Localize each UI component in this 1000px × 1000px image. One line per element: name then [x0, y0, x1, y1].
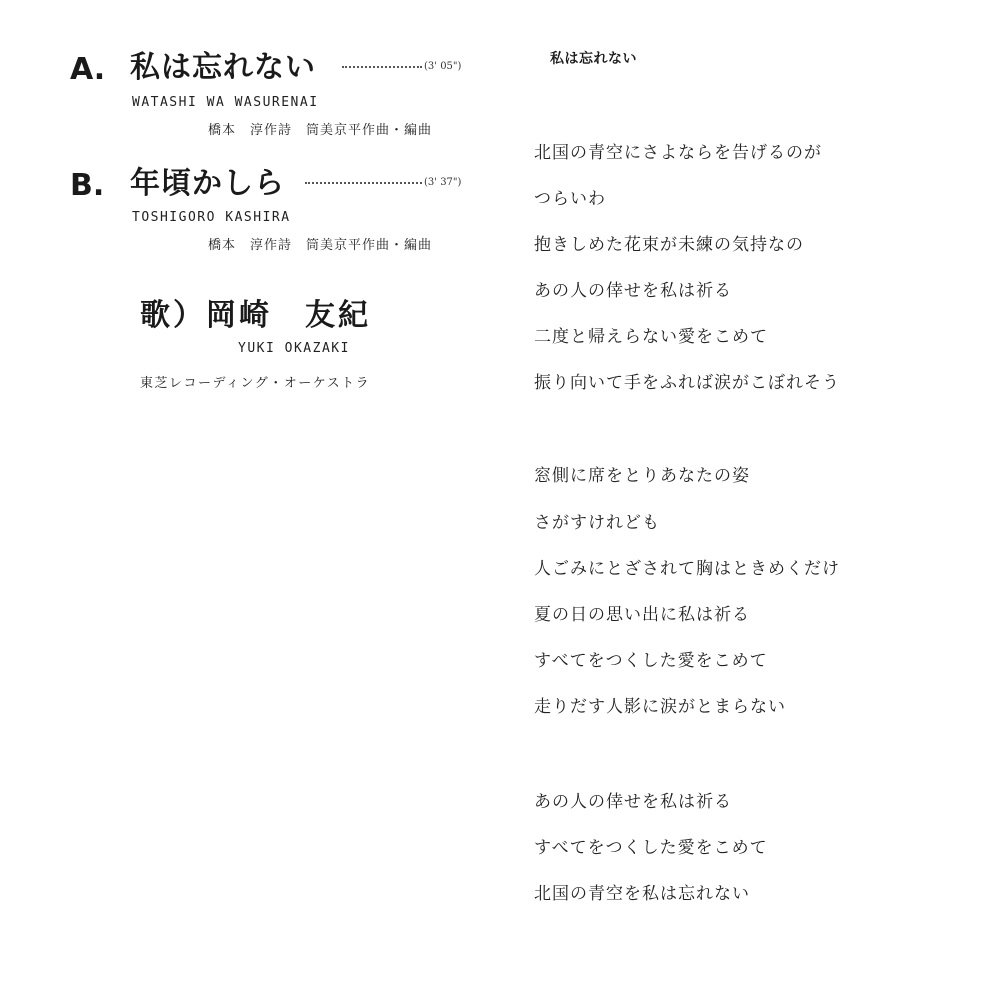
lyric-line: 窓側に席をとりあなたの姿 [534, 466, 750, 486]
lyric-line: 振り向いて手をふれば涙がこぼれそう [534, 373, 840, 393]
lyric-line: 夏の日の思い出に私は祈る [534, 605, 750, 625]
lyric-line: すべてをつくした愛をこめて [534, 651, 768, 671]
singer-name: 歌）岡崎 友紀 [140, 298, 371, 333]
lyric-line: 抱きしめた花束が未練の気持なの [534, 235, 804, 255]
lyric-line: さがすけれども [534, 513, 660, 533]
track-a-leader [342, 66, 422, 68]
lyrics-title: 私は忘れない [550, 51, 637, 67]
lyric-line: すべてをつくした愛をこめて [534, 838, 768, 858]
track-a-letter: A. [70, 52, 106, 87]
lyric-line: あの人の倖せを私は祈る [534, 281, 732, 301]
track-b-duration: (3' 37") [424, 177, 462, 188]
track-b-credit: 橋本 淳作詩 筒美京平作曲・編曲 [208, 238, 433, 253]
orchestra-credit: 東芝レコーディング・オーケストラ [140, 376, 371, 391]
lyric-line: 二度と帰えらない愛をこめて [534, 327, 768, 347]
track-b-leader [305, 182, 422, 184]
track-a-romaji: WATASHI WA WASURENAI [132, 95, 319, 110]
track-a-duration: (3' 05") [424, 61, 462, 72]
track-b-title: 年頃かしら [130, 166, 285, 201]
track-b-letter: B. [70, 168, 105, 203]
singer-romaji: YUKI OKAZAKI [238, 341, 350, 356]
track-b-romaji: TOSHIGORO KASHIRA [132, 210, 291, 225]
track-a-title: 私は忘れない [130, 50, 316, 85]
lyric-line: あの人の倖せを私は祈る [534, 792, 732, 812]
lyric-line: つらいわ [534, 189, 606, 209]
lyric-line: 人ごみにとざされて胸はときめくだけ [534, 559, 840, 579]
track-a-credit: 橋本 淳作詩 筒美京平作曲・編曲 [208, 123, 433, 138]
lyric-line: 北国の青空にさよならを告げるのが [534, 143, 822, 163]
lyric-line: 走りだす人影に涙がとまらない [534, 697, 786, 717]
lyric-line: 北国の青空を私は忘れない [534, 884, 750, 904]
